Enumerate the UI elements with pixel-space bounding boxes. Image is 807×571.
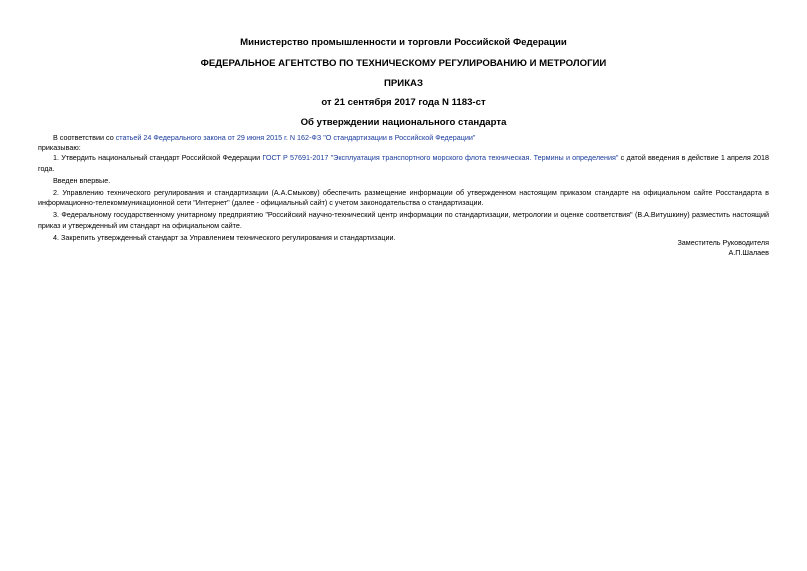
document-date: от 21 сентября 2017 года N 1183-ст (321, 97, 486, 108)
signer-position: Заместитель Руководителя (677, 238, 769, 247)
paragraph-2: 2. Управлению технического регулирования и стандартизации (А.А.Смыкову) обеспечить размещение информации об утвержденном настоящим приказом стандарте на официальном сайте Росстандарта в информационно-телекоммуникационной сети "Интернет" (далее - официальный сайт) с учетом законодательства о стандартизации. (38, 188, 769, 208)
paragraph-4: 4. Закрепить утвержденный стандарт за Управлением технического регулирования и стандартизации. (53, 232, 396, 242)
gost-standard-link[interactable]: ГОСТ Р 57691-2017 "Эксплуатация транспортного морского флота техническая. Термины и определения" (262, 153, 619, 163)
paragraph-1-suffix: с датой введения в действие 1 апреля 2018 года. (38, 153, 769, 173)
signature-block (677, 238, 769, 259)
ministry-name: Министерство промышленности и торговли Российской Федерации (240, 37, 567, 48)
federal-law-link[interactable]: статьей 24 Федерального закона от 29 июня 2015 г. N 162-ФЗ "О стандартизации в Российской Федерации" (115, 133, 476, 142)
paragraph-1 (38, 153, 769, 173)
signer-name: А.П.Шалаев (728, 248, 769, 258)
paragraph-3: 3. Федеральному государственному унитарному предприятию "Российский научно-технический центр информации по стандартизации, метрологии и оценке соответствия" (В.А.Витушкину) разместить настоящий приказ и утвержденный им стандарт на официальном сайте. (38, 210, 769, 230)
document-type: ПРИКАЗ (384, 78, 423, 89)
paragraph-1-prefix: 1. Утвердить национальный стандарт Российской Федерации (53, 153, 263, 163)
intro-paragraph (38, 133, 769, 143)
intro-prefix: В соответствии со (53, 133, 116, 142)
document-title: Об утверждении национального стандарта (300, 117, 507, 128)
agency-name: ФЕДЕРАЛЬНОЕ АГЕНТСТВО ПО ТЕХНИЧЕСКОМУ РЕГУЛИРОВАНИЮ И МЕТРОЛОГИИ (200, 58, 607, 69)
document-body (38, 133, 769, 243)
introduced-note: Введен впервые. (53, 175, 111, 185)
order-word: приказываю: (38, 143, 81, 153)
